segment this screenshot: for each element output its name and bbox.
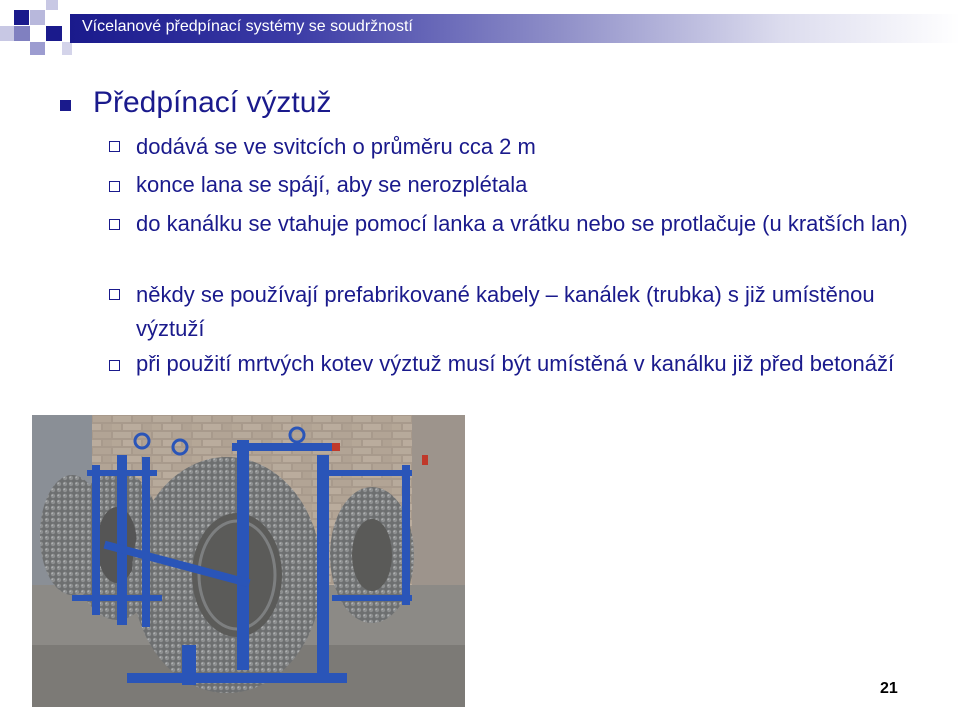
- decor-square: [46, 0, 58, 10]
- bullet-box-icon: [109, 289, 120, 300]
- bullet-text: konce lana se spájí, aby se nerozplétala: [136, 172, 528, 197]
- bullet-text: při použití mrtvých kotev výztuž musí být umístěná v kanálku již před betonáží: [136, 351, 895, 376]
- heading-bullet-icon: [60, 100, 71, 111]
- decor-square: [14, 26, 30, 41]
- slide-heading: Předpínací výztuž: [93, 86, 332, 119]
- bullet-box-icon: [109, 219, 120, 230]
- strand-coils-photo: [32, 415, 465, 707]
- bullet-box-icon: [109, 181, 120, 192]
- header-title: Vícelanové předpínací systémy se soudržností: [82, 18, 413, 35]
- decor-square: [14, 10, 29, 25]
- decor-square: [62, 42, 72, 55]
- decor-square: [30, 10, 45, 25]
- bullet-text: dodává se ve svitcích o průměru cca 2 m: [136, 134, 536, 159]
- bullet-box-icon: [109, 360, 120, 371]
- page-number: 21: [880, 680, 898, 697]
- bullet-box-icon: [109, 141, 120, 152]
- decor-square: [0, 26, 14, 41]
- decor-square: [30, 42, 45, 55]
- bullet-text: do kanálku se vtahuje pomocí lanka a vrátku nebo se protlačuje (u kratších lan): [136, 211, 908, 236]
- decor-square: [46, 26, 62, 41]
- bullet-text: někdy se používají prefabrikované kabely – kanálek (trubka) s již umístěnou výztuží: [136, 282, 875, 341]
